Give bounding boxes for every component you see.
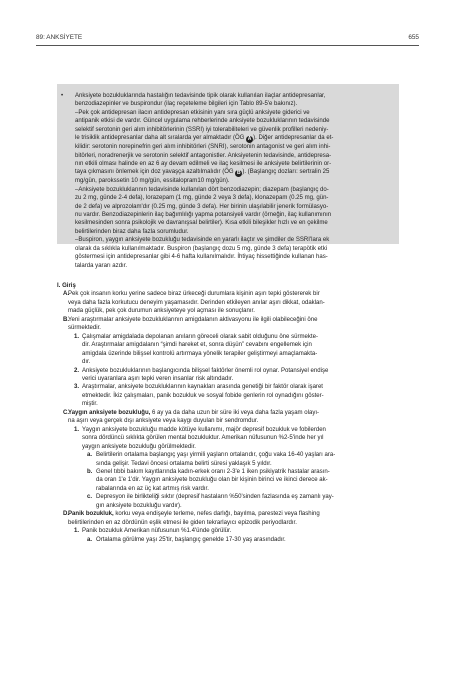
section-heading: I. Giriş — [57, 283, 76, 289]
outline-item-b: B. Yeni araştırmalar anksiyete bozukluklarının amigdalanın aktivasyonu ile ilgili olabileceğini öne sürmektedir. — [63, 316, 318, 332]
outline-item-d: D. Panik bozukluk, korku veya endişeyle terleme, nefes darlığı, bayılma, parestezi veya flashing belirtilerinden en az dördünün eşlik etmesi ile giden tekrarlayıcı epizodik periyodlardır. — [63, 511, 320, 526]
outline-item-c: C. Yaygın anksiyete bozukluğu, 6 ay ya da daha uzun bir süre iki veya daha fazla yaşam olayı- na aşırı veya gerçek dışı anksiyete veya kaygı duyulan bir sendromdur. — [63, 409, 320, 425]
evidence-grade-a-icon: A — [247, 136, 252, 143]
outline-item-c1a: a. Belirtilerin ortalama başlangıç yaşı yirmili yaşların ortalarıdır, çoğu vaka 16-40 yaşları ara- sında gelişir. Tedavi öncesi ortalama belirti süresi yaklaşık 5 yıldır. — [87, 452, 336, 467]
summary-box-text: • Anksiyete bozukluklarında hastalığın tedavisinde tipik olarak kullanılan ilaçlar antidepresanlar, benzodiazepinler ve buspirondur (ilaç reçeteleme bilgileri için Tablo 89-5'e bakınız). –Pek çok antidepresan ilacın antidepresan etkisinin yanı sıra güçlü anksiyete giderici ve antipanik etkisi de vardır. Güncel uygulama rehberlerinde anksiyete bozukluklarının tedavisinde selektif serotonin geri alım inhibitörlerinin (SSRI) iyi tolerabiliteleri ve güvenlik profilleri nedeniy- le trisiklik antidepresanlar daha alt sıralarda yer almaktadır (ÖG A ). Diğer antidepresanlar da et- kilidir: serotonin norepinefrin geri alım inhibitörleri (SNRI), serotonin antagonist ve geri alım inhi- bitörleri, noradrenerjik ve serotonin selektif antagonistler. Anksiyetenin tedavisinde, antidepresa- nın etkili olması halinde en az 6 ay devam edilmeli ve ilaç kesilmesi ile anksiyete belirtilerinin or- taya çıkmasını önlemek için doz yavaşça azaltılmalıdır (ÖG B ). (Başlangıç dozları: sertralin 25 mg/gün, parokssetin 10 mg/gün, essitalopram10 mg/gün). –Anksiyete bozukluklarının tedavisinde kullanılan dört benzodiazepin; diazepam (başlangıç do- zu 2 mg, günde 2-4 defa), lorazepam (1 mg, günde 2 veya 3 defa), klonazepam (0.25 mg, gün- de 2 defa) ve alprozolam'dır (0.25 mg, günde 3 defa). Her birinin ulaşılabilir jenerik formülasyo- nu vardır. Benzodiazepinlerin ilaç bağımlılığı yapma potansiyeli vardır (örneğin, ilaç kullanımının kesilmesinden sonra psikolojik ve davranışsal belirtiler). Kısa etkili bileşikler hızlı ve en çekilme belirtilerinden biraz daha fazla sorumludur. –Buspiron, yaygın anksiyete bozukluğu tedavisinde en yararlı ilaçtır ve şimdiler de SSRI'lara ek olarak da sıklıkla kullanılmaktadır. Buspiron (başlangıç dozu 5 mg, günde 3 defa) terapötik etki göstermesi için antidepresanlar gibi 4-6 hafta kullanılmalıdır. İhtiyaç hissettiğinde kullanan has- talarda yararı azdır. — [61, 93, 334, 269]
outline-item-c1b: b. Genel tıbbi bakım kayıtlarında kadın-erkek oranı 2-3'e 1 iken psikiyatrik hastalar arasın- da oran 1'e 1'dir. Yaygın anksiyete bozukluğu olan bir kişinin birinci ve ikinci derece ak- rabalarında en az üç kat artmış risk vardır. — [87, 468, 330, 492]
outline-item-b3: 3. Araştırmalar, anksiyete bozukluklarının kaynakları arasında genetiği bir faktör olarak işaret etmektedir. İkiz çalışmaları, panik bozukluk ve sosyal fobide genlerin rol oynadığını göster- miştir. — [74, 384, 324, 408]
outline-item-b2: 2. Anksiyete bozukluklarının başlangıcında bilişsel faktörler önemli rol oynar. Potansiyel endişe verici uyaranlara aşırı tepki veren insanlar risk altındadır. — [74, 367, 329, 382]
page-number: 655 — [408, 34, 419, 41]
main-text — [57, 282, 401, 544]
outline-item-c1: 1. Yaygın anksiyete bozukluğu madde kötüye kullanımı, majör depresif bozukluk ve fobilerden sonra dördüncü sıklıkta görülen mental bozukluktur. Amerikan nüfusunun %2-5'inde her yıl yaygın anksiyete bozukluğu görülmektedir. — [74, 426, 326, 450]
outline-item-d1a: a. Ortalama görülme yaşı 25'tir, başlangıç genelde 17-30 yaş arasındadır. — [87, 536, 286, 543]
outline-item-d1: 1. Panik bozukluk Amerikan nüfusunun %1.4'ünde görülür. — [74, 528, 232, 535]
chapter-title: 89: ANKSİYETE — [36, 34, 83, 41]
evidence-grade-b-icon: B — [237, 170, 241, 177]
outline-item-a: A. Pek çok insanın korku yerine sadece biraz ürkeceği durumlara kişinin aşırı tepki göstererek bir veya daha fazla korkutucu deneyim yaşamasıdır. Derinden etkileyen anılar aşırı dikkat, odaklan- mada güçlük, pek çok durumun anksiyeteye yol açması ile sonuçlanır. — [63, 291, 325, 315]
outline-item-b1: 1. Çalışmalar amigdalada depolanan anıların göreceli olarak sabit olduğunu öne sürmekte- dir. Araştırmalar amigdalanın “şimdi hareket et, sonra düşün” cevabını engellemek için amigdala üzerinde bilişsel kontrolü artırmaya yönelik terapiler geliştirmeyi amaçlamakta- dır. — [74, 333, 318, 366]
outline-item-c1c: c. Depresyon ile birlikteliği sıktır (depresif hastaların %50'sinden fazlasında eş zamanlı yay- gın anksiyete bozukluğu vardır). — [87, 494, 334, 509]
bullet-icon: • — [61, 93, 64, 99]
header-rule — [36, 45, 419, 46]
